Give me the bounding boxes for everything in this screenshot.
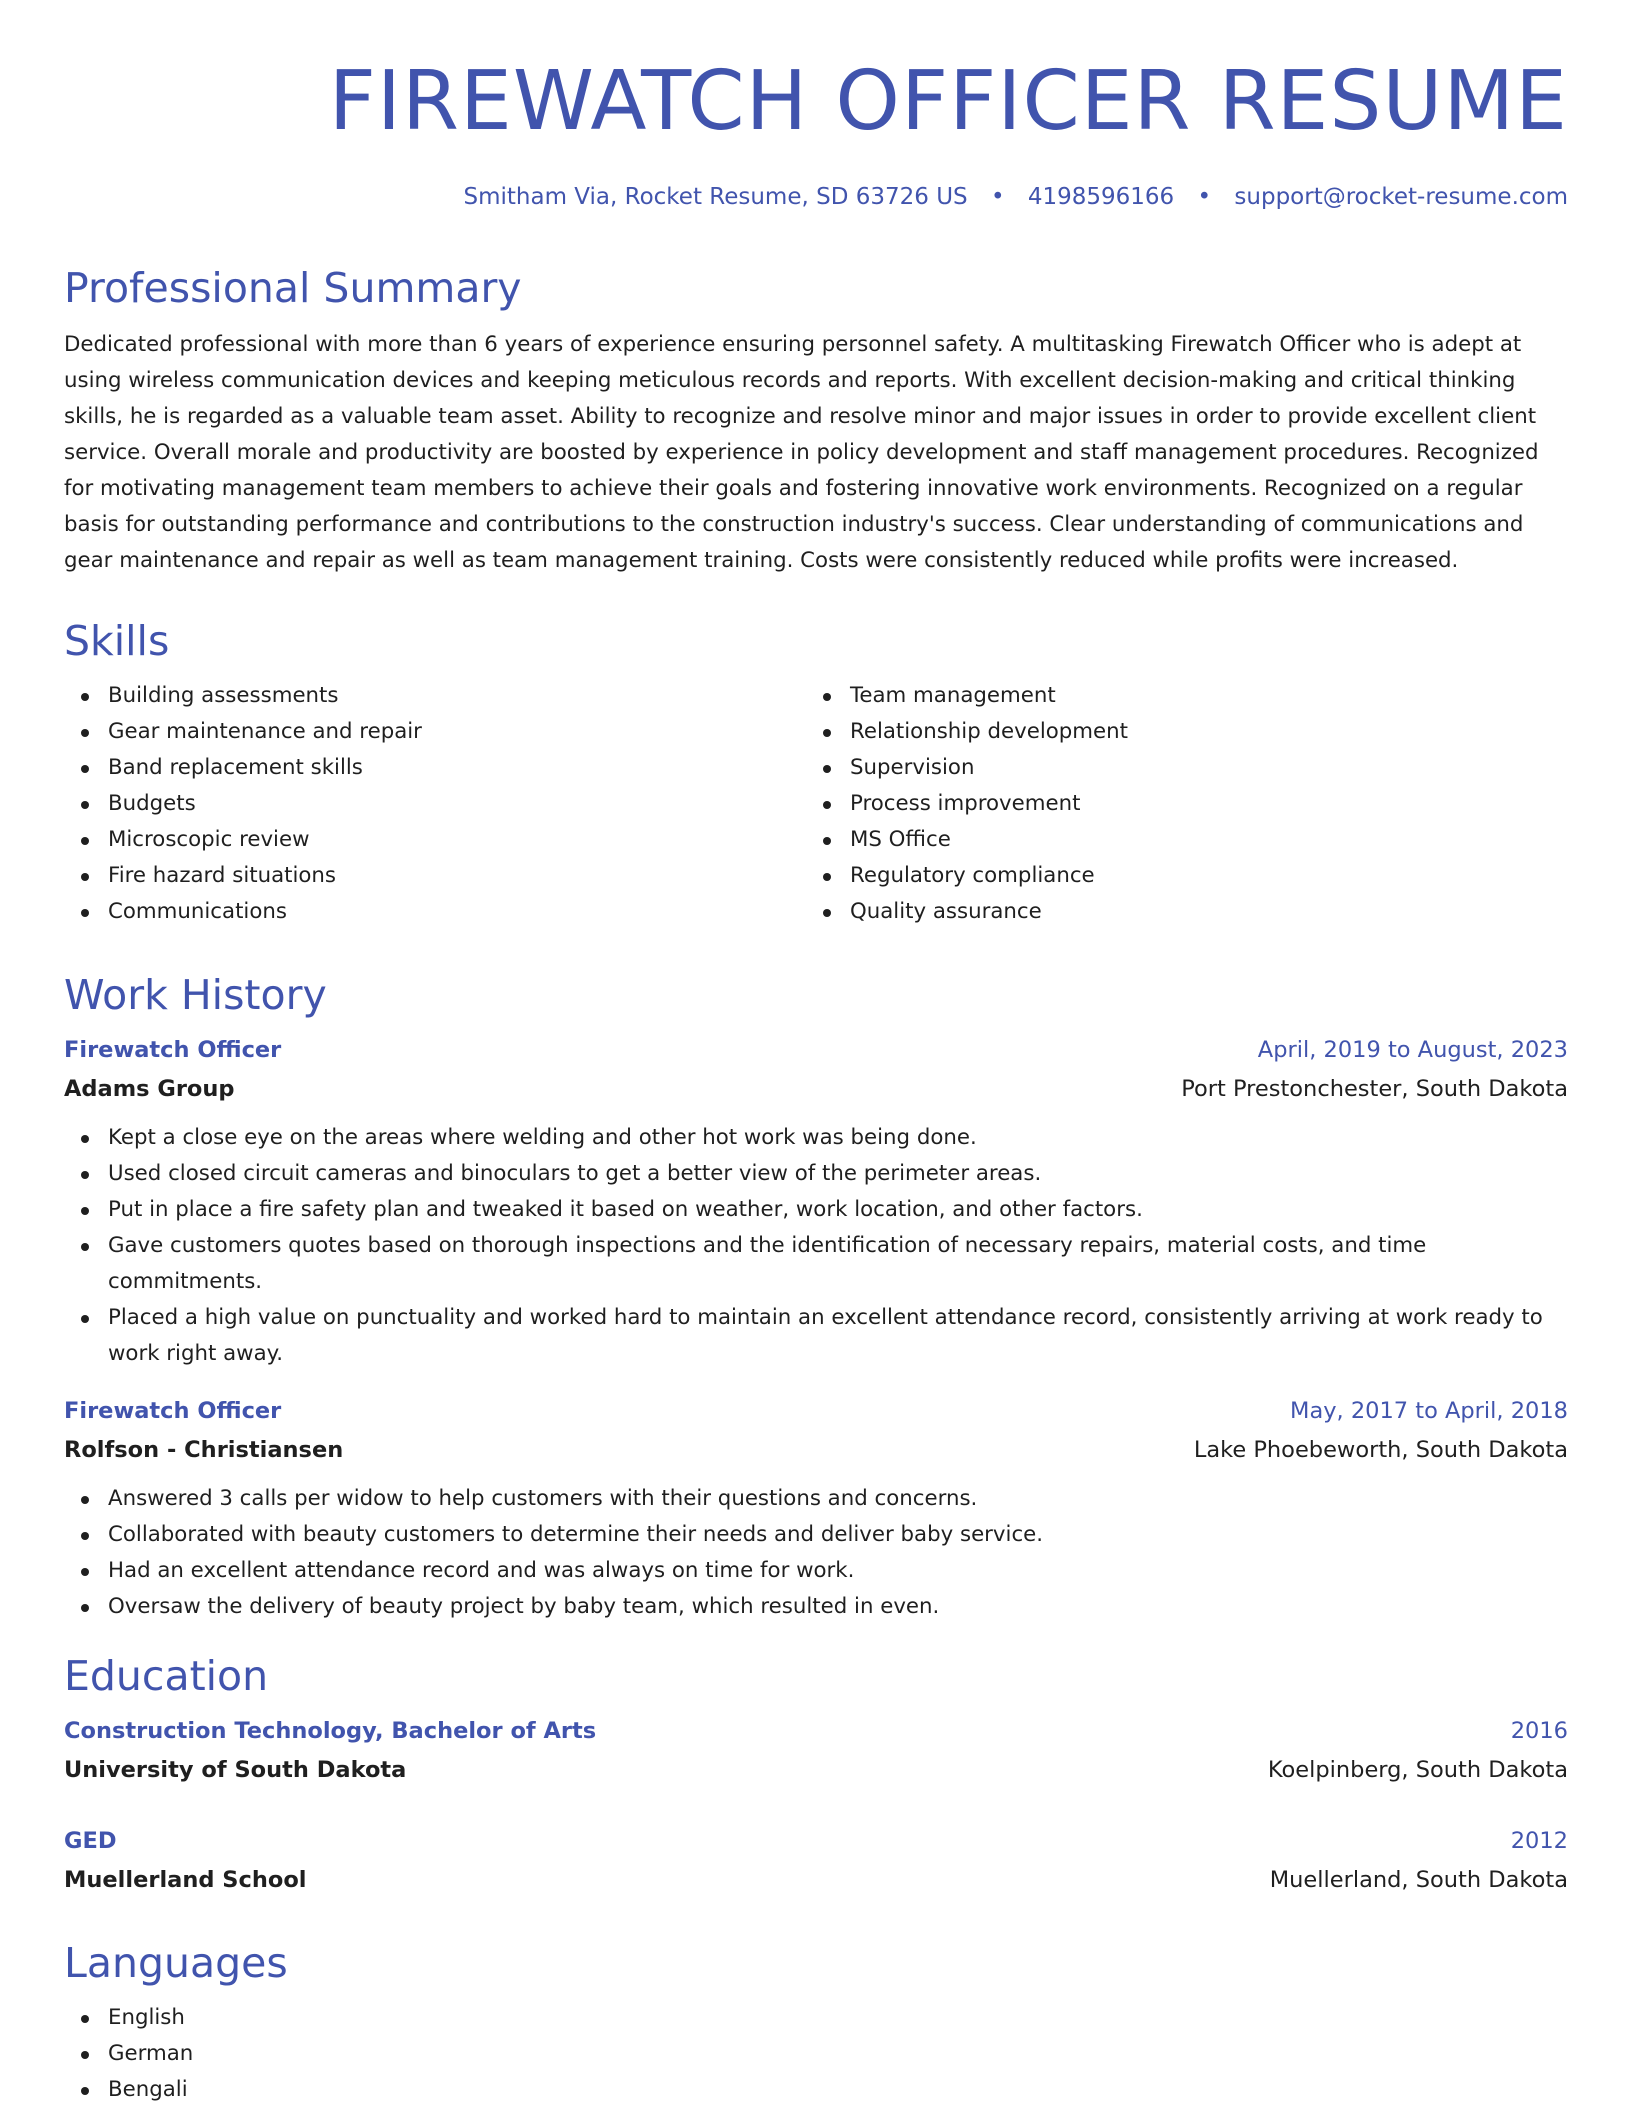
skills-list-right [806,678,1548,930]
job-title: Firewatch Officer [64,1037,282,1063]
education-heading: Education [64,1652,269,1700]
education-header-row [64,1822,1568,1860]
languages-heading: Languages [64,1939,288,1987]
skill-item: Budgets [64,786,806,822]
skill-item: Building assessments [64,678,806,714]
job-bullet: Kept a close eye on the areas where welding and other hot work was being done. [64,1120,1568,1156]
skills-columns [64,678,1568,930]
skills-heading: Skills [64,617,170,665]
job-employer: Adams Group [64,1076,235,1102]
work-history-heading: Work History [64,971,327,1019]
resume-title: FIREWATCH OFFICER RESUME [328,54,1568,149]
summary-heading: Professional Summary [64,264,522,312]
language-item: Bengali [64,2072,1568,2108]
job-bullet: Oversaw the delivery of beauty project by baby team, which resulted in even. [64,1589,1568,1625]
skills-section [64,616,1568,930]
contact-email: support@rocket-resume.com [1234,184,1568,210]
job-location: Port Prestonchester, South Dakota [1181,1076,1568,1102]
languages-section [64,1938,1568,2108]
education-section [64,1651,1568,1900]
summary-section [64,263,1568,579]
job-employer-row [64,1069,1568,1109]
contact-line [464,184,1569,210]
skill-item: Supervision [806,750,1548,786]
education-location: Koelpinberg, South Dakota [1267,1757,1568,1783]
education-year: 2016 [1510,1718,1568,1744]
resume-page [64,0,1568,2102]
education-header-row [64,1712,1568,1750]
job-employer-row [64,1430,1568,1470]
contact-address: Smitham Via, Rocket Resume, SD 63726 US [463,184,968,210]
contact-phone: 4198596166 [1027,184,1175,210]
job-bullet: Answered 3 calls per widow to help customers with their questions and concerns. [64,1481,1568,1517]
job-employer: Rolfson - Christiansen [64,1437,344,1463]
job-dates: April, 2019 to August, 2023 [1257,1037,1568,1063]
work-history-section [64,970,1568,1625]
education-year: 2012 [1510,1828,1568,1854]
education-school: University of South Dakota [64,1757,407,1783]
skill-item: Fire hazard situations [64,858,806,894]
skill-item: Communications [64,894,806,930]
education-location: Muellerland, South Dakota [1269,1867,1568,1893]
language-item: German [64,2036,1568,2072]
education-entry [64,1822,1568,1900]
skill-item: Gear maintenance and repair [64,714,806,750]
job-bullet: Had an excellent attendance record and was always on time for work. [64,1553,1568,1589]
skill-item: Team management [806,678,1548,714]
summary-text: Dedicated professional with more than 6 years of experience ensuring personnel safety. A multitasking Firewatch Officer who is adept at using wireless communication devices and keeping meticulous records and reports. With excellent decision-making and critical thinking skills, he is regarded as a valuable team asset. Ability to recognize and resolve minor and major issues in order to provide excellent client service. Overall morale and productivity are boosted by experience in policy development and staff management procedures. Recognized for motivating management team members to achieve their goals and fostering innovative work environments. Recognized on a regular basis for outstanding performance and contributions to the construction industry's success. Clear understanding of communications and gear maintenance and repair as well as team management training. Costs were consistently reduced while profits were increased. [64,332,1539,573]
job-header-row [64,1392,1568,1430]
skill-item: Relationship development [806,714,1548,750]
skill-item: Regulatory compliance [806,858,1548,894]
skill-item: Microscopic review [64,822,806,858]
education-school: Muellerland School [64,1867,307,1893]
education-school-row [64,1750,1568,1790]
job-header-row [64,1031,1568,1069]
languages-list [64,2000,1568,2108]
job-bullet: Put in place a fire safety plan and tweaked it based on weather, work location, and other factors. [64,1192,1568,1228]
job-entry [64,1031,1568,1372]
job-title: Firewatch Officer [64,1398,282,1424]
education-degree: Construction Technology, Bachelor of Arts [64,1718,597,1744]
skill-item: MS Office [806,822,1548,858]
education-school-row [64,1860,1568,1900]
job-location: Lake Phoebeworth, South Dakota [1193,1437,1568,1463]
skill-item: Band replacement skills [64,750,806,786]
job-bullets [64,1120,1568,1372]
job-bullet: Placed a high value on punctuality and worked hard to maintain an excellent attendance record, consistently arriving at work ready to work right away. [64,1300,1568,1372]
language-item: English [64,2000,1568,2036]
job-bullets [64,1481,1568,1625]
job-bullet: Collaborated with beauty customers to determine their needs and deliver baby service. [64,1517,1568,1553]
skills-list-left [64,678,806,930]
skill-item: Quality assurance [806,894,1548,930]
contact-separator: • [1197,184,1212,210]
contact-separator: • [990,184,1005,210]
education-entry [64,1712,1568,1790]
job-bullet: Gave customers quotes based on thorough inspections and the identification of necessary repairs, material costs, and time commitments. [64,1228,1568,1300]
job-entry [64,1392,1568,1625]
job-dates: May, 2017 to April, 2018 [1290,1398,1568,1424]
education-degree: GED [64,1828,117,1854]
job-bullet: Used closed circuit cameras and binoculars to get a better view of the perimeter areas. [64,1156,1568,1192]
skill-item: Process improvement [806,786,1548,822]
